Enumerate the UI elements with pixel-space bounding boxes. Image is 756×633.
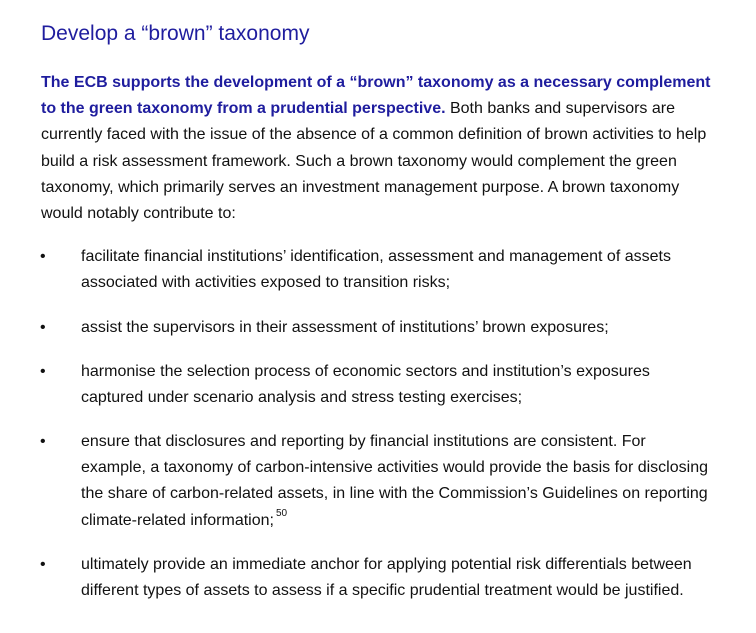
intro-body-text: Both banks and supervisors are currently faced with the issue of the absence of a common definition of brown activities to help build a risk assessment framework. Such a brown taxonomy would complement the green taxonomy, which primarily serves an investment management purpose. A brown taxonomy would notably contribute to: (41, 100, 707, 223)
list-item-text: ensure that disclosures and reporting by financial institutions are consistent. For example, a taxonomy of carbon-intensive activities would provide the basis for disclosing the share of carbon-related assets, in line with the Commission’s Guidelines on reporting climate-related information; (81, 433, 708, 529)
list-item-text: facilitate financial institutions’ identification, assessment and management of assets associated with activities exposed to transition risks; (81, 248, 671, 292)
list-item-text: assist the supervisors in their assessment of institutions’ brown exposures; (81, 319, 609, 336)
section-heading: Develop a “brown” taxonomy (41, 22, 310, 45)
intro-paragraph (41, 70, 721, 227)
list-item-text: ultimately provide an immediate anchor for applying potential risk differentials between different types of assets to assess if a specific prudential treatment would be justified. (81, 556, 692, 600)
bullet-marker: • (40, 363, 46, 380)
footnote-reference[interactable]: 50 (275, 507, 288, 519)
list-item-text: harmonise the selection process of economic sectors and institution’s exposures captured under scenario analysis and stress testing exercises; (81, 363, 650, 407)
bullet-marker: • (40, 433, 46, 450)
bullet-marker: • (40, 556, 46, 573)
list-item-text-wrapper (81, 429, 711, 534)
bullet-marker: • (40, 319, 46, 336)
intro-lead-sentence: The ECB supports the development of a “brown” taxonomy as a necessary complement to the green taxonomy from a prudential perspective. (41, 74, 711, 118)
bullet-marker: • (40, 248, 46, 265)
